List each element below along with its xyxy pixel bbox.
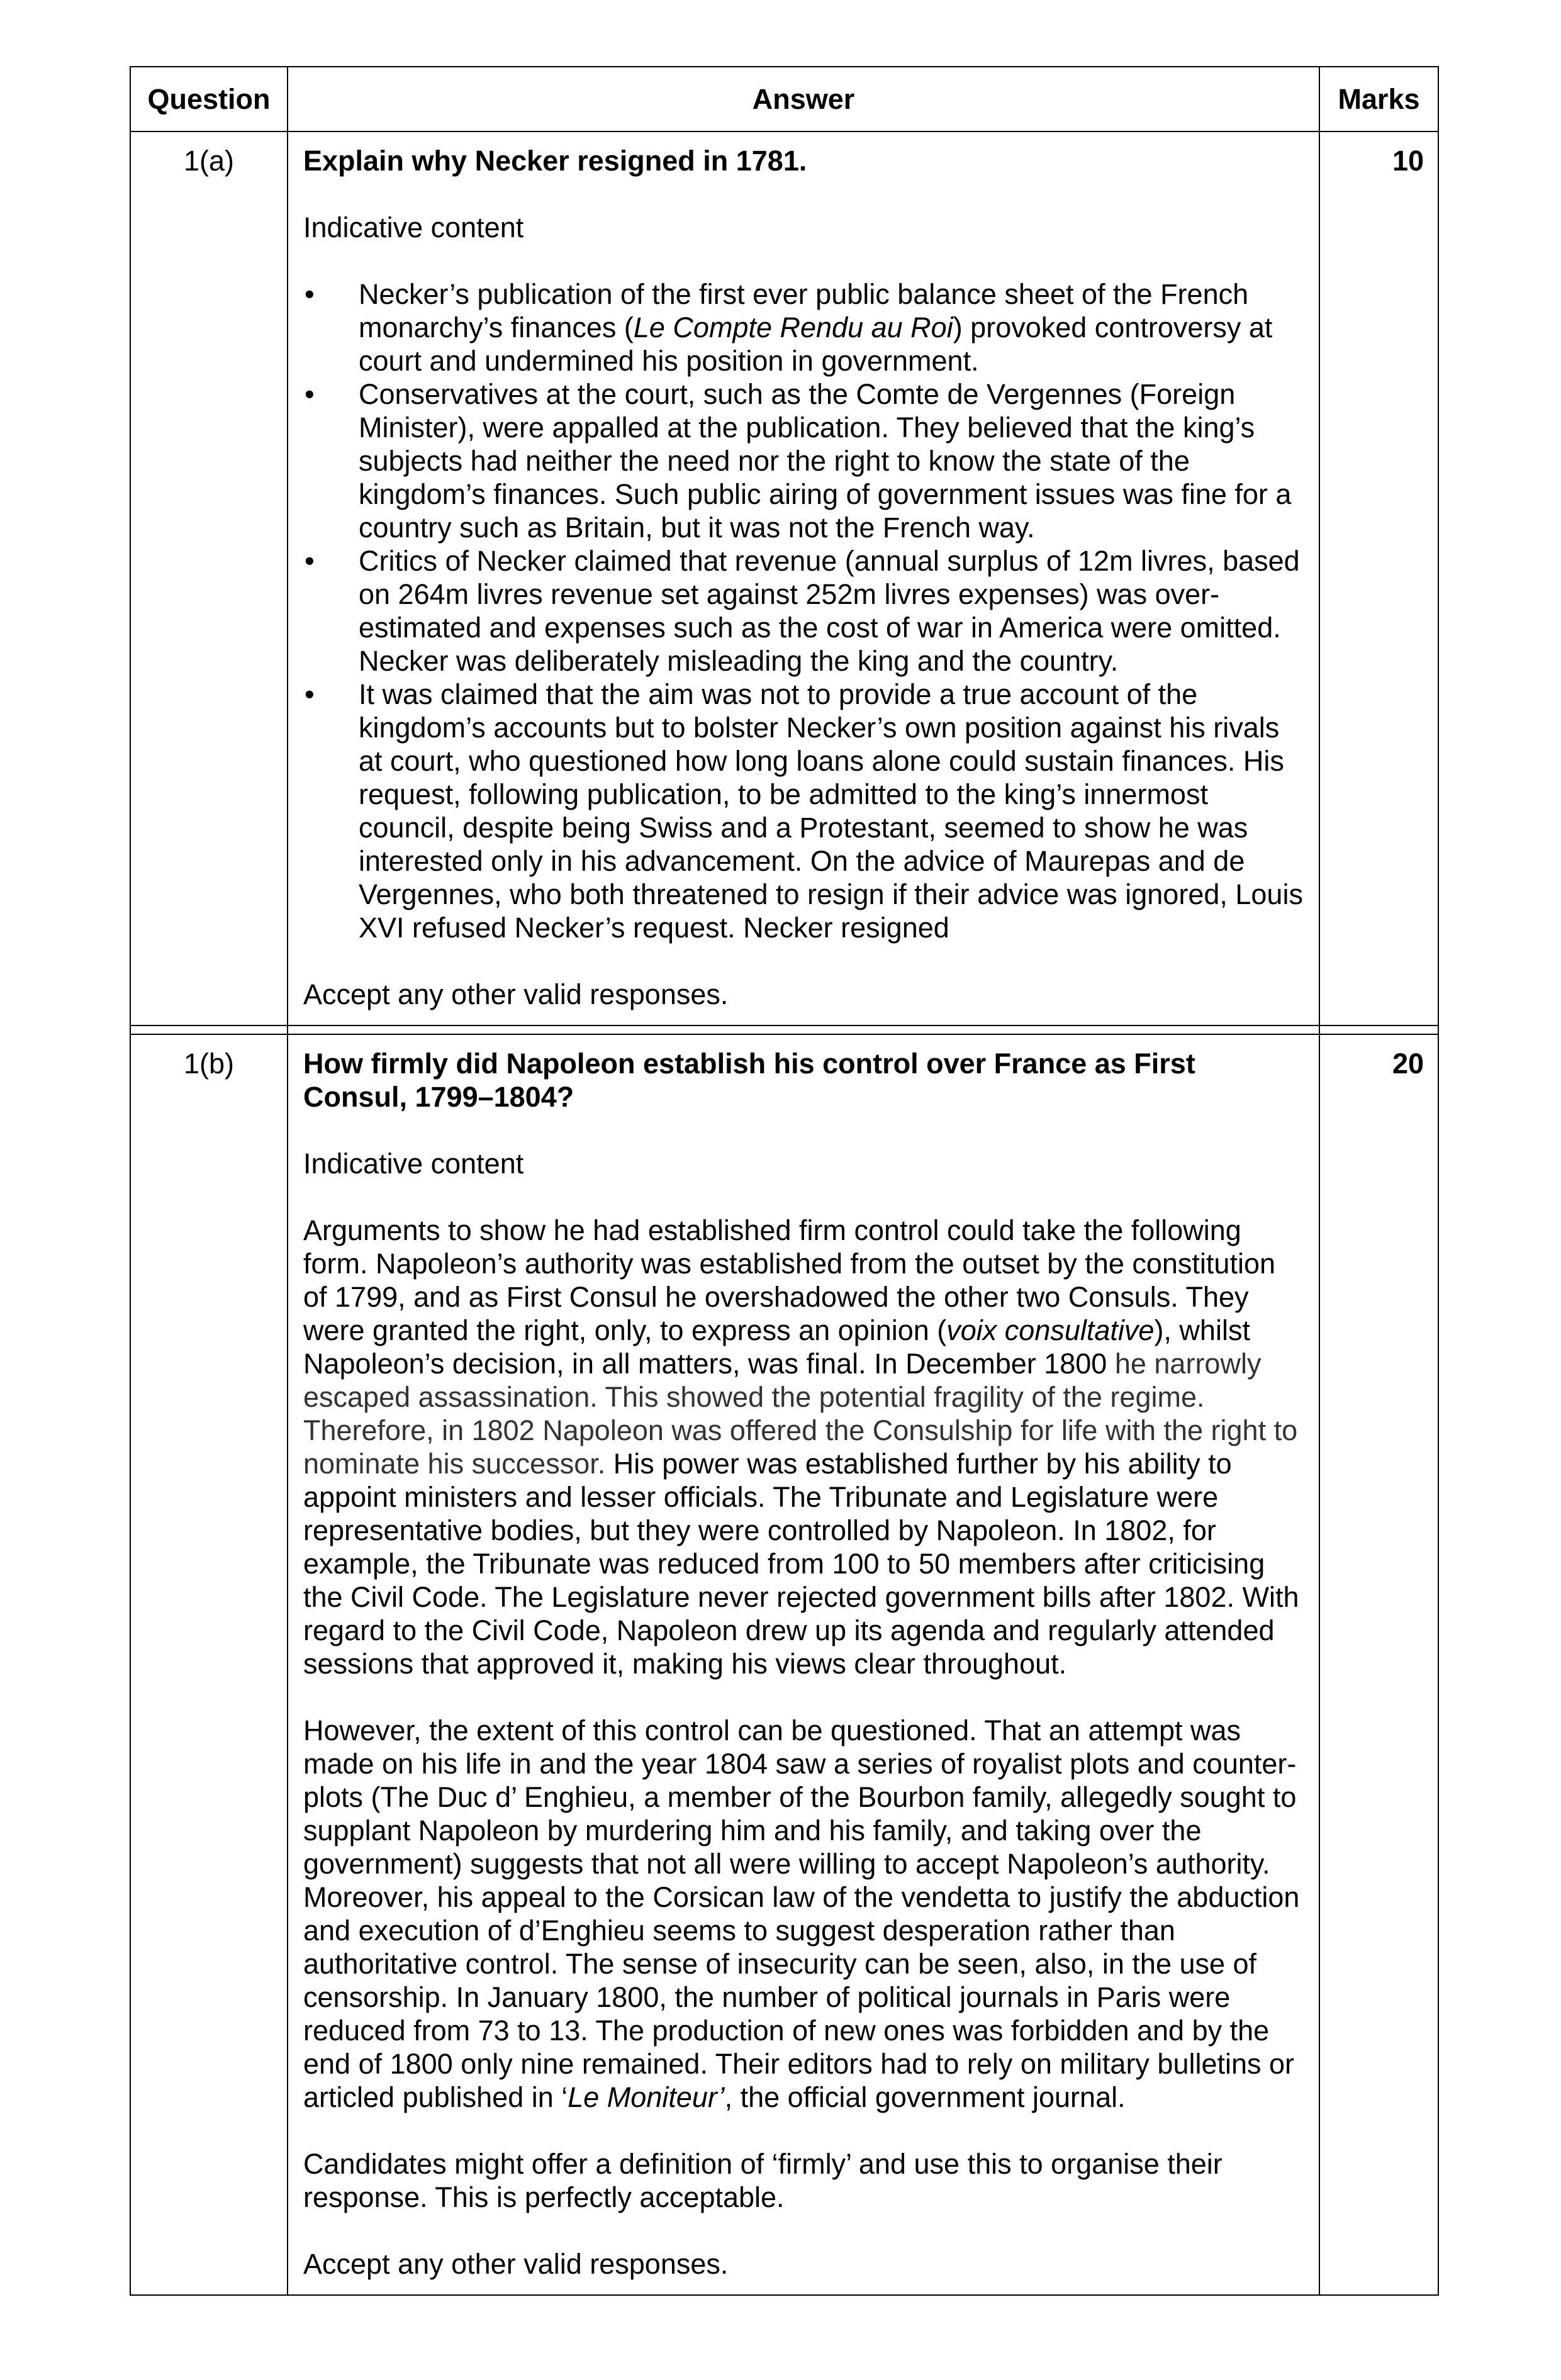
marks-column-header: Marks bbox=[1319, 67, 1438, 131]
question-row-1a bbox=[130, 131, 1438, 1025]
question-title: How firmly did Napoleon establish his control over France as First Consul, 1799–1804? bbox=[303, 1048, 1195, 1113]
question-number: 1(a) bbox=[130, 131, 288, 1025]
question-number: 1(b) bbox=[130, 1034, 288, 2295]
question-column-header: Question bbox=[130, 67, 288, 131]
mark-scheme-table bbox=[130, 66, 1439, 2296]
list-item: • Critics of Necker claimed that revenue (annual surplus of 12m livres, based on 264m livres revenue set against 252m livres expenses) was over-estimated and expenses such as the cost of war in America were omitted. Necker was deliberately misleading the king and the country. bbox=[303, 544, 1304, 678]
answer-column-header: Answer bbox=[288, 67, 1319, 131]
paragraph: Candidates might offer a definition of ‘firmly’ and use this to organise their response. This is perfectly acceptable. bbox=[303, 2148, 1223, 2213]
answer-cell bbox=[288, 1034, 1319, 2295]
paragraph: Arguments to show he had established firm control could take the following form. Napoleon’s authority was established from the outset by the constitution of 1799, and as First Consul he overshadowed the other two Consuls. They were granted the right, only, to express an opinion (voix consultative), whilst Napoleon’s decision, in all matters, was final. In December 1800 he narrowly escaped assassination. This showed the potential fragility of the regime. Therefore, in 1802 Napoleon was offered the Consulship for life with the right to nominate his successor. His power was established further by his ability to appoint ministers and lesser officials. The Tribunate and Legislature were representative bodies, but they were controlled by Napoleon. In 1802, for example, the Tribunate was reduced from 100 to 50 members after criticising the Civil Code. The Legislature never rejected government bills after 1802. With regard to the Civil Code, Napoleon drew up its agenda and regularly attended sessions that approved it, making his views clear throughout. bbox=[303, 1214, 1299, 1680]
row-separator bbox=[130, 1025, 1438, 1034]
question-title: Explain why Necker resigned in 1781. bbox=[303, 145, 807, 177]
answer-cell bbox=[288, 131, 1319, 1025]
paragraph: However, the extent of this control can be questioned. That an attempt was made on his life in and the year 1804 saw a series of royalist plots and counter-plots (The Duc d’ Enghieu, a member of the Bourbon family, allegedly sought to supplant Napoleon by murdering him and his family, and taking over the government) suggests that not all were willing to accept Napoleon’s authority. Moreover, his appeal to the Corsican law of the vendetta to justify the abduction and execution of d’Enghieu seems to suggest desperation rather than authoritative control. The sense of insecurity can be seen, also, in the use of censorship. In January 1800, the number of political journals in Paris were reduced from 73 to 13. The production of new ones was forbidden and by the end of 1800 only nine remained. Their editors had to rely on military bulletins or articled published in ‘Le Moniteur’, the official government journal. bbox=[303, 1714, 1300, 2113]
list-item: • It was claimed that the aim was not to provide a true account of the kingdom’s accounts but to bolster Necker’s own position against his rivals at court, who questioned how long loans alone could sustain finances. His request, following publication, to be admitted to the king’s innermost council, despite being Swiss and a Protestant, seemed to show he was interested only in his advancement. On the advice of Maurepas and de Vergennes, who both threatened to resign if their advice was ignored, Louis XVI refused Necker’s request. Necker resigned bbox=[303, 678, 1304, 944]
marks-value: 10 bbox=[1319, 131, 1438, 1025]
list-item: • Necker’s publication of the first ever public balance sheet of the French monarchy’s finances (Le Compte Rendu au Roi) provoked controversy at court and undermined his position in government. bbox=[303, 277, 1304, 377]
accept-note: Accept any other valid responses. bbox=[303, 2248, 729, 2280]
indicative-content-label: Indicative content bbox=[303, 1148, 524, 1180]
list-item: • Conservatives at the court, such as the Comte de Vergennes (Foreign Minister), were appalled at the publication. They believed that the king’s subjects had neither the need nor the right to know the state of the kingdom’s finances. Such public airing of government issues was fine for a country such as Britain, but it was not the French way. bbox=[303, 377, 1304, 544]
question-row-1b bbox=[130, 1034, 1438, 2295]
header-row bbox=[130, 67, 1438, 131]
accept-note: Accept any other valid responses. bbox=[303, 978, 729, 1010]
marks-value: 20 bbox=[1319, 1034, 1438, 2295]
indicative-content-label: Indicative content bbox=[303, 211, 524, 243]
bullet-list bbox=[303, 277, 1304, 944]
